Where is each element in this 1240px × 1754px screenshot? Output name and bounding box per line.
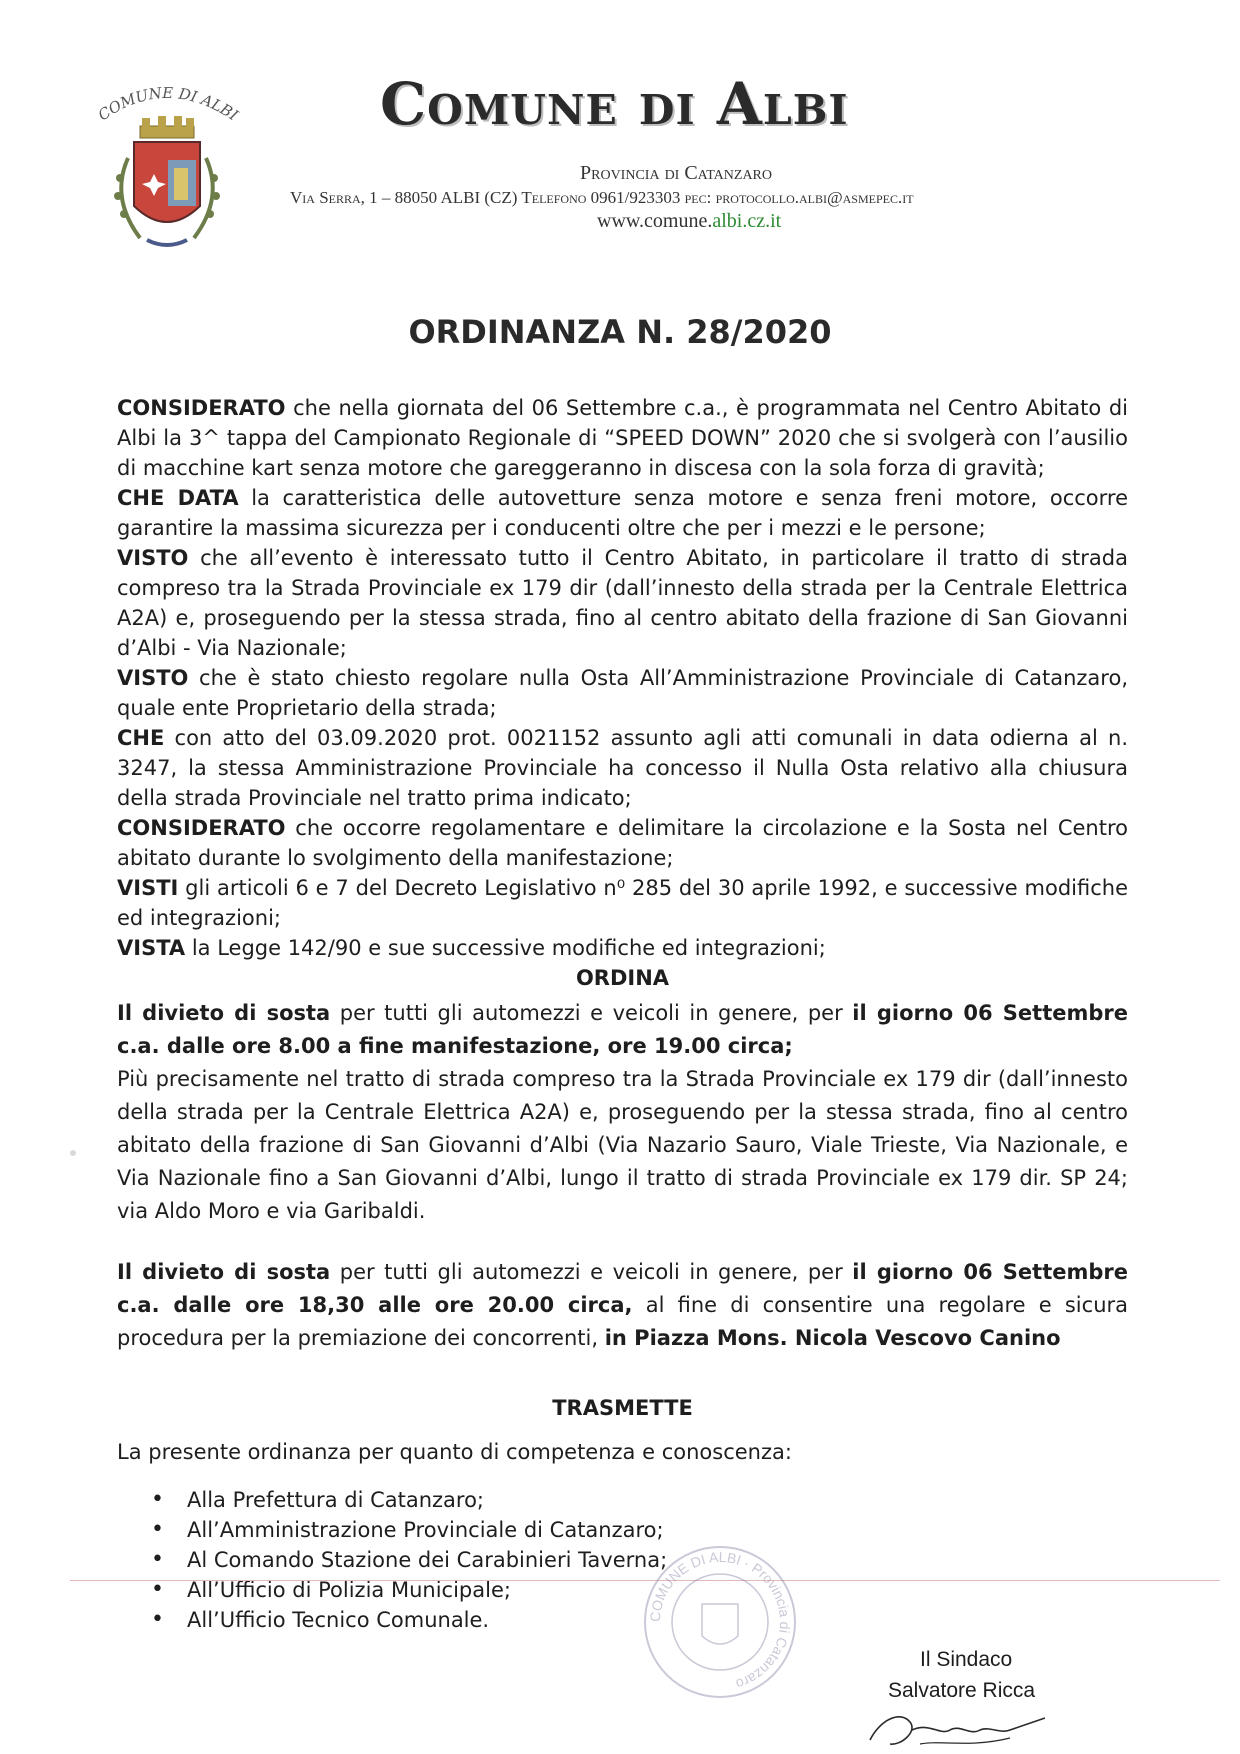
premise-keyword: CONSIDERATO [117, 396, 286, 420]
list-item: • Al Comando Stazione dei Carabinieri Taverna; [187, 1545, 1128, 1575]
order-text: al fine di consentire una regolare e sicura procedura per la premiazione dei concorrenti, [117, 1293, 1129, 1350]
premise-paragraph [117, 543, 1128, 663]
premise-keyword: CHE [117, 726, 165, 750]
ordinance-title: ORDINANZA N. 28/2020 [408, 313, 832, 351]
premise-paragraph [117, 723, 1128, 813]
svg-text:COMUNE DI ALBI · Provincia di: COMUNE DI ALBI · Provincia di Catanzaro [646, 1548, 794, 1693]
premise-text: la Legge 142/90 e sue successive modifiche ed integrazioni; [185, 936, 826, 960]
premise-paragraph [117, 933, 1128, 963]
orders-section [117, 997, 1128, 1355]
municipal-crest-icon [92, 78, 242, 263]
recipient-list [117, 1485, 1128, 1635]
ordinance-body [117, 393, 1128, 1635]
premise-keyword: CHE DATA [117, 486, 239, 510]
premise-keyword: VISTI [117, 876, 179, 900]
premise-keyword: VISTA [117, 936, 186, 960]
order-emphasis: Il divieto di sosta [117, 1260, 331, 1284]
trasmette-heading: TRASMETTE [552, 1396, 693, 1420]
order-emphasis: il giorno 06 Settembre c.a. dalle ore 18,30 alle ore 20.00 circa, [117, 1260, 1128, 1317]
website-prefix: www.comune. [597, 210, 713, 232]
premise-keyword: VISTO [117, 666, 189, 690]
premise-paragraph [117, 873, 1128, 933]
order-emphasis: Il divieto di sosta [117, 1001, 331, 1025]
premise-keyword: CONSIDERATO [117, 816, 286, 840]
order-text: per tutti gli automezzi e veicoli in genere, per [330, 1001, 853, 1025]
premise-text: che occorre regolamentare e delimitare la circolazione e la Sosta nel Centro abitato durante lo svolgimento della manifestazione; [117, 816, 1128, 870]
premise-paragraph [117, 663, 1128, 723]
premise-text: che è stato chiesto regolare nulla Osta All’Amministrazione Provinciale di Catanzaro, quale ente Proprietario della strada; [117, 666, 1128, 720]
list-item: • All’Amministrazione Provinciale di Catanzaro; [187, 1515, 1128, 1545]
order-emphasis: in Piazza Mons. Nicola Vescovo Canino [604, 1326, 1061, 1350]
signatory-name: Salvatore Ricca [888, 1679, 1036, 1702]
official-stamp-icon [640, 1540, 800, 1705]
order-text: per tutti gli automezzi e veicoli in genere, per [330, 1260, 853, 1284]
list-item: • Alla Prefettura di Catanzaro; [187, 1485, 1128, 1515]
premise-text: con atto del 03.09.2020 prot. 0021152 assunto agli atti comunali in data odierna al n. 3247, la stessa Amministrazione Provinciale ha concesso il Nulla Osta relativo alla chiusura della strada Provinciale nel tratto prima indicato; [117, 726, 1128, 810]
trasmette-intro: La presente ordinanza per quanto di competenza e conoscenza: [117, 1440, 792, 1464]
premise-paragraph [117, 483, 1128, 543]
order-emphasis: il giorno 06 Settembre c.a. dalle ore 8.00 a fine manifestazione, ore 19.00 circa; [117, 1001, 1128, 1058]
website-domain: albi.cz.it [712, 210, 782, 232]
scan-dot [70, 1150, 76, 1156]
premise-keyword: VISTO [117, 546, 189, 570]
province-line: Provincia di Catanzaro [580, 162, 772, 184]
svg-text:COMUNE DI ALBI: COMUNE DI ALBI [94, 83, 242, 125]
premise-text: la caratteristica delle autovetture senza motore e senza freni motore, occorre garantire la massima sicurezza per i conducenti oltre che per i mezzi e le persone; [117, 486, 1128, 540]
premise-paragraph [117, 813, 1128, 873]
premise-paragraph [117, 393, 1128, 483]
ordina-heading: ORDINA [575, 966, 670, 990]
order-detail: Più precisamente nel tratto di strada compreso tra la Strada Provinciale ex 179 dir (dall’innesto della strada per la Centrale Elettrica A2A) e, proseguendo per la stessa strada, fino al centro abitato della frazione di San Giovanni d’Albi (Via Nazario Sauro, Viale Trieste, Via Nazionale, e Via Nazionale fino a San Giovanni d’Albi, lungo il tratto di strada Provinciale ex 179 dir. SP 24; via Aldo Moro e via Garibaldi. [117, 1067, 1128, 1223]
premise-text: che nella giornata del 06 Settembre c.a., è programmata nel Centro Abitato di Albi la 3^ tappa del Campionato Regionale di “SPEED DOWN” 2020 che si svolgerà con l’ausilio di macchine kart senza motore che gareggeranno in discesa con la sola forza di gravità; [117, 396, 1128, 480]
municipality-title: Comune di Albi [380, 70, 849, 138]
website-link[interactable] [597, 210, 781, 233]
order-paragraph-1 [117, 997, 1128, 1063]
premise-text: gli articoli 6 e 7 del Decreto Legislativo n⁰ 285 del 30 aprile 1992, e successive modifiche ed integrazioni; [117, 876, 1128, 930]
signatory-role: Il Sindaco [920, 1648, 1013, 1671]
order-paragraph-2 [117, 1256, 1128, 1355]
premise-text: che all’evento è interessato tutto il Centro Abitato, in particolare il tratto di strada compreso tra la Strada Provinciale ex 179 dir (dall’innesto della strada per la Centrale Elettrica A2A) e, proseguendo per la stessa strada, fino al centro abitato della frazione di San Giovanni d’Albi - Via Nazionale; [117, 546, 1128, 660]
list-item: • All’Ufficio Tecnico Comunale. [187, 1605, 1128, 1635]
list-item: • All’Ufficio di Polizia Municipale; [187, 1575, 1128, 1605]
address-line: Via Serra, 1 – 88050 ALBI (CZ) Telefono 0961/923303 pec: protocollo.albi@asmepec.it [290, 188, 914, 207]
handwritten-signature-icon [860, 1700, 1050, 1754]
